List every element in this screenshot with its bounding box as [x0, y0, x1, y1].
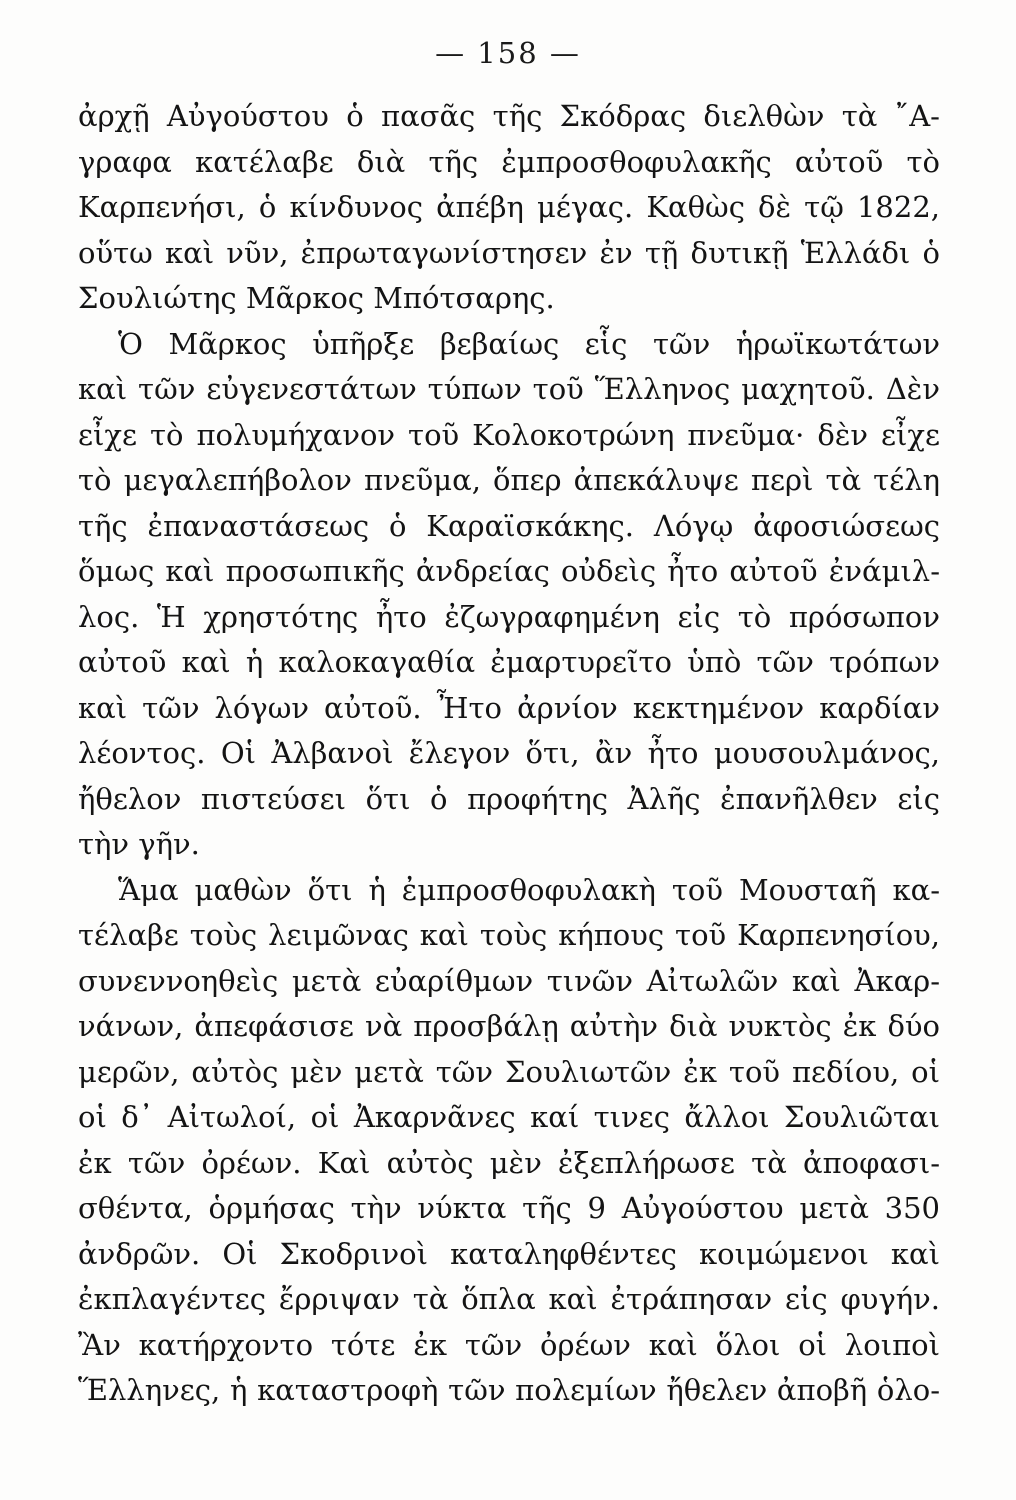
text-line: Ἂν κατήρχοντο τότε ἐκ τῶν ὀρέων καὶ ὅλοι οἱ λοιποὶ — [78, 1327, 940, 1362]
text-line: Ἅμα μαθὼν ὅτι ἡ ἐμπροσθοφυλακὴ τοῦ Μουσταῆ κα- — [118, 872, 940, 907]
text-line: γραφα κατέλαβε διὰ τῆς ἐμπροσθοφυλακῆς αὐτοῦ τὸ — [78, 144, 940, 179]
text-line: τὸ μεγαλεπήβολον πνεῦμα, ὅπερ ἀπεκάλυψε περὶ τὰ τέλη — [78, 463, 940, 497]
text-line: μερῶν, αὐτὸς μὲν μετὰ τῶν Σουλιωτῶν ἐκ τοῦ πεδίου, οἱ — [78, 1054, 940, 1089]
text-line: ἤθελον πιστεύσει ὅτι ὁ προφήτης Ἀλῆς ἐπανῆλθεν εἰς — [78, 781, 940, 816]
text-line: ὅμως καὶ προσωπικῆς ἀνδρείας οὐδεὶς ἦτο αὐτοῦ ἐνάμιλ- — [78, 554, 940, 588]
text-line: Ὁ Μᾶρκος ὑπῆρξε βεβαίως εἷς τῶν ἡρωϊκωτάτων — [118, 326, 940, 361]
text-line: ἐκπλαγέντες ἔρριψαν τὰ ὅπλα καὶ ἐτράπησαν εἰς φυγήν. — [78, 1282, 940, 1316]
text-line: σθέντα, ὁρμήσας τὴν νύκτα τῆς 9 Αὐγούστου μετὰ 350 — [78, 1191, 940, 1225]
page-number: — 158 — — [435, 36, 581, 70]
text-line: καὶ τῶν εὐγενεστάτων τύπων τοῦ Ἕλληνος μαχητοῦ. Δὲν — [78, 372, 940, 406]
text-line: ἐκ τῶν ὀρέων. Καὶ αὐτὸς μὲν ἐξεπλήρωσε τὰ ἀποφασι- — [78, 1145, 940, 1180]
text-line: λέοντος. Οἱ Ἀλβανοὶ ἔλεγον ὅτι, ἂν ἦτο μουσουλμάνος, — [78, 736, 940, 770]
text-line: τῆς ἐπαναστάσεως ὁ Καραϊσκάκης. Λόγῳ ἀφοσιώσεως — [78, 508, 940, 543]
body-text — [78, 94, 940, 1414]
text-line: τέλαβε τοὺς λειμῶνας καὶ τοὺς κήπους τοῦ Καρπενησίου, — [78, 918, 940, 952]
text-line: αὐτοῦ καὶ ἡ καλοκαγαθία ἐμαρτυρεῖτο ὑπὸ τῶν τρόπων — [78, 645, 940, 679]
text-line: Ἕλληνες, ἡ καταστροφὴ τῶν πολεμίων ἤθελεν ἀποβῆ ὁλο- — [78, 1373, 940, 1407]
text-line: ἀρχῇ Αὐγούστου ὁ πασᾶς τῆς Σκόδρας διελθὼν τὰ ῎Α- — [78, 99, 940, 133]
text-line: νάνων, ἀπεφάσισε νὰ προσβάλῃ αὐτὴν διὰ νυκτὸς ἐκ δύο — [78, 1009, 940, 1043]
text-line: οἱ δ᾿ Αἰτωλοί, οἱ Ἀκαρνᾶνες καί τινες ἄλλοι Σουλιῶται — [78, 1100, 940, 1134]
text-line: συνεννοηθεὶς μετὰ εὐαρίθμων τινῶν Αἰτωλῶν καὶ Ἀκαρ- — [78, 963, 940, 998]
text-line: λος. Ἡ χρηστότης ἦτο ἐζωγραφημένη εἰς τὸ πρόσωπον — [78, 599, 940, 634]
text-line: οὕτω καὶ νῦν, ἐπρωταγωνίστησεν ἐν τῇ δυτικῇ Ἑλλάδι ὁ — [78, 235, 940, 270]
text-line: Σουλιώτης Μᾶρκος Μπότσαρης. — [78, 281, 555, 315]
text-line: τὴν γῆν. — [78, 827, 200, 861]
text-line: εἶχε τὸ πολυμήχανον τοῦ Κολοκοτρώνη πνεῦμα· δὲν εἶχε — [78, 417, 940, 452]
text-line: καὶ τῶν λόγων αὐτοῦ. Ἦτο ἀρνίον κεκτημένον καρδίαν — [78, 690, 940, 725]
text-line: ἀνδρῶν. Οἱ Σκοδρινοὶ καταληφθέντες κοιμώμενοι καὶ — [78, 1236, 940, 1271]
text-line: Καρπενήσι, ὁ κίνδυνος ἀπέβη μέγας. Καθὼς δὲ τῷ 1822, — [78, 190, 940, 224]
